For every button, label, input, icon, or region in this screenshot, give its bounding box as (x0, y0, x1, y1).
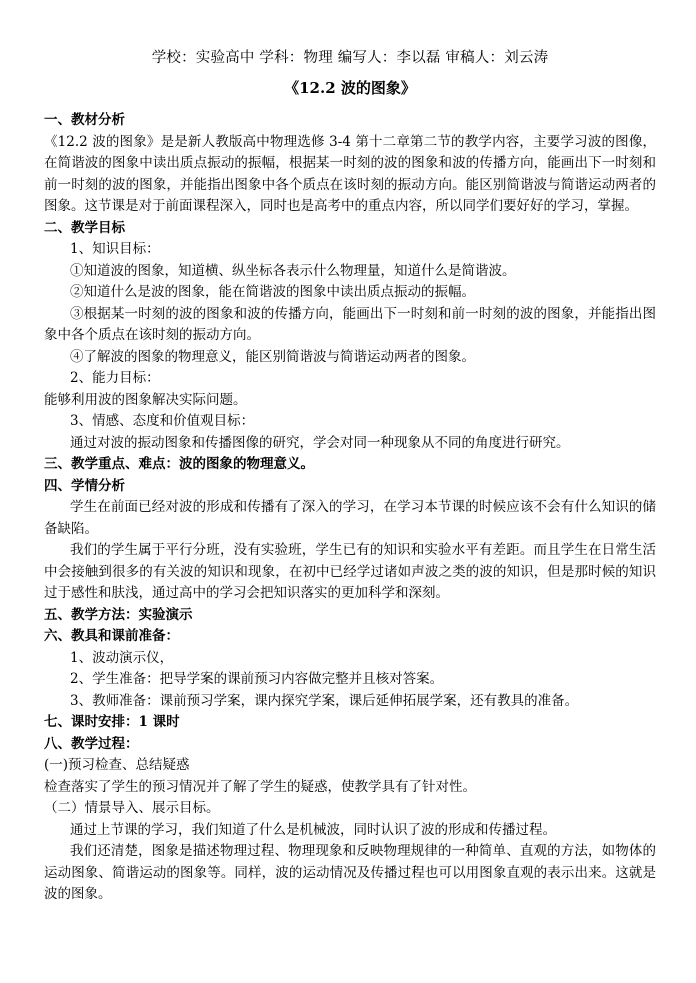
paragraph: ①知道波的图象，知道横、纵坐标各表示什么物理量，知道什么是简谐波。 (70, 262, 516, 279)
paragraph: 3、情感、态度和价值观目标： (70, 413, 255, 429)
section-heading: 七、课时安排：1 课时 (44, 714, 180, 730)
paragraph: 我们的学生属于平行分班，没有实验班，学生已有的知识和实验水平有差距。而且学生在日常生活中会接触到很多的有关波的知识和现象，在初中已经学过诸如声波之类的波的知识，但是那时候的知识过于感性和肤浅，通过高中的学习会把知识落实的更加科学和深刻。 (44, 542, 656, 601)
paragraph: 我们还清楚，图象是描述物理过程、物理现象和反映物理规律的一种简单、直观的方法，如物体的运动图象、简谐运动的图象等。同样，波的运动情况及传播过程也可以用图象直观的表示出来。这就是波的图象。 (44, 843, 656, 902)
section-heading: 一、教材分析 (44, 112, 125, 128)
section-heading: 二、教学目标 (44, 219, 125, 236)
section-heading: 四、学情分析 (44, 477, 125, 494)
section-heading: 三、教学重点、难点：波的图象的物理意义。 (44, 456, 314, 472)
paragraph: 《12.2 波的图象》是是新人教版高中物理选修 3-4 第十二章第二节的教学内容，主要学习波的图像，在简谐波的图象中读出质点振动的振幅，根据某一时刻的波的图象和波的传播方向，能画出下一时刻和前一时刻的波的图象，并能指出图象中各个质点在该时刻的振动方向。能区别简谐波与简谐运动两者的图象。这节课是对于前面课程深入，同时也是高考中的重点内容，所以同学们要好好的学习，掌握。 (44, 133, 656, 214)
paragraph: ②知道什么是波的图象，能在简谐波的图象中读出质点振动的振幅。 (70, 284, 475, 300)
paragraph: (一)预习检查、总结疑惑 (44, 757, 190, 773)
document-title: 《12.2 波的图象》 (284, 79, 416, 97)
paragraph: 1、知识目标： (70, 241, 160, 257)
section-heading: 八、教学过程： (44, 735, 139, 752)
paragraph: 通过上节课的学习，我们知道了什么是机械波，同时认识了波的形成和传播过程。 (70, 821, 556, 838)
document-body (44, 110, 656, 906)
paragraph: 2、能力目标： (70, 370, 160, 386)
paragraph: 学生在前面已经对波的形成和传播有了深入的学习，在学习本节课的时候应该不会有什么知识的储备缺陷。 (44, 499, 656, 537)
section-heading: 五、教学方法：实验演示 (44, 606, 193, 623)
paragraph: ③根据某一时刻的波的图象和波的传播方向，能画出下一时刻和前一时刻的波的图象，并能指出图象中各个质点在该时刻的振动方向。 (44, 305, 656, 343)
section-heading: 六、教具和课前准备： (44, 628, 179, 644)
paragraph: 检查落实了学生的预习情况并了解了学生的疑惑，使教学具有了针对性。 (44, 778, 476, 795)
document-header: 学校：实验高中 学科：物理 编写人：李以磊 审稿人：刘云涛 (151, 50, 549, 66)
paragraph: （二）情景导入、展示目标。 (44, 800, 220, 816)
paragraph: 1、波动演示仪， (70, 649, 174, 666)
paragraph: ④了解波的图象的物理意义，能区别简谐波与简谐运动两者的图象。 (70, 348, 475, 365)
paragraph: 2、学生准备：把导学案的课前预习内容做完整并且核对答案。 (70, 671, 444, 687)
paragraph: 通过对波的振动图象和传播图像的研究，学会对同一种现象从不同的角度进行研究。 (70, 434, 570, 451)
paragraph: 能够利用波的图象解决实际问题。 (44, 391, 247, 408)
paragraph: 3、教师准备：课前预习学案，课内探究学案，课后延伸拓展学案，还有教具的准备。 (70, 692, 579, 709)
